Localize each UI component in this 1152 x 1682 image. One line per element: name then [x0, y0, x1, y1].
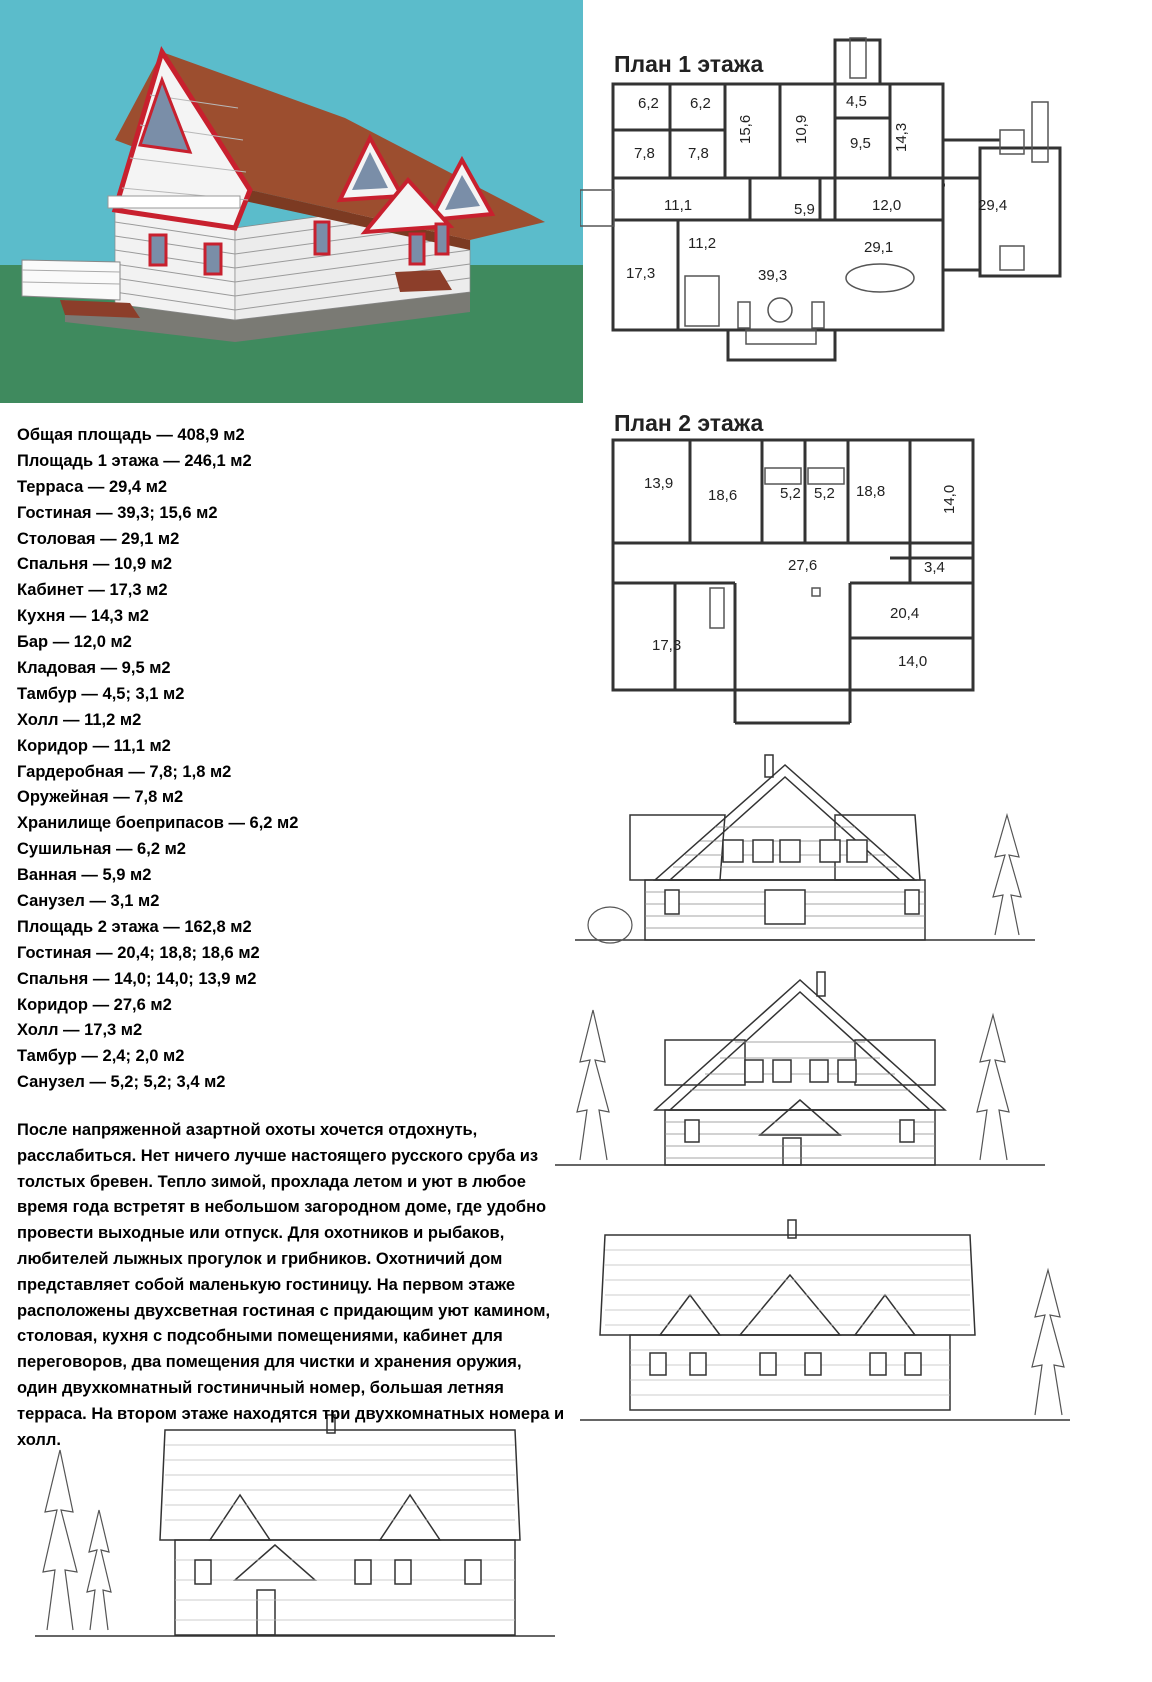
spec-item: Холл — 11,2 м2 [17, 710, 142, 729]
svg-text:13,9: 13,9 [644, 475, 674, 492]
svg-text:11,1: 11,1 [664, 197, 693, 214]
plan1-room-labels [626, 93, 1007, 284]
svg-text:6,2: 6,2 [638, 95, 659, 112]
svg-text:11,2: 11,2 [688, 235, 717, 252]
svg-text:5,9: 5,9 [794, 201, 815, 218]
description-paragraph [17, 1118, 627, 1453]
spec-item: Терраса — 29,4 м2 [17, 477, 168, 496]
svg-text:14,0: 14,0 [941, 484, 958, 514]
floor-plan-2 [580, 438, 1000, 738]
svg-text:3,4: 3,4 [924, 559, 945, 576]
spec-item: Спальня — 14,0; 14,0; 13,9 м2 [17, 969, 257, 988]
svg-text:9,5: 9,5 [850, 135, 871, 152]
spec-item: Столовая — 29,1 м2 [17, 529, 180, 548]
svg-text:4,5: 4,5 [846, 93, 867, 110]
description-line: один двухкомнатный гостиничный номер, большая летняя [17, 1378, 504, 1397]
spec-item: Ванная — 5,9 м2 [17, 866, 152, 885]
description-line: время года встретят в небольшом загородном доме, где удобно [17, 1198, 547, 1217]
svg-text:27,6: 27,6 [788, 557, 818, 574]
svg-text:6,2: 6,2 [690, 95, 711, 112]
spec-item: Тамбур — 4,5; 3,1 м2 [17, 684, 185, 703]
spec-item: Хранилище боеприпасов — 6,2 м2 [17, 814, 299, 833]
description-line: После напряженной азартной охоты хочется отдохнуть, [17, 1121, 478, 1139]
svg-text:17,3: 17,3 [652, 637, 682, 654]
spec-item: Коридор — 11,1 м2 [17, 736, 171, 755]
facade-elevation-3 [580, 1215, 1070, 1425]
spec-item: Сушильная — 6,2 м2 [17, 840, 186, 859]
spec-item: Гостиная — 39,3; 15,6 м2 [17, 503, 218, 522]
spec-item: Тамбур — 2,4; 2,0 м2 [17, 1047, 185, 1066]
description-line: расположены двухсветная гостиная с придающим уют камином, [17, 1301, 551, 1320]
spec-item: Общая площадь — 408,9 м2 [17, 426, 245, 444]
balcony [108, 196, 240, 208]
description-line: провести выходные или отпуск. Для охотников и рыбаков, [17, 1224, 505, 1243]
spec-item: Кабинет — 17,3 м2 [17, 581, 168, 600]
spec-item: Оружейная — 7,8 м2 [17, 788, 184, 807]
svg-text:18,6: 18,6 [708, 487, 738, 504]
spec-item: Кухня — 14,3 м2 [17, 607, 149, 626]
svg-text:20,4: 20,4 [890, 605, 920, 622]
plan2-title: План 2 этажа [614, 410, 764, 436]
facade-elevation-1 [575, 745, 1045, 945]
svg-text:29,4: 29,4 [978, 197, 1008, 214]
spec-item: Холл — 17,3 м2 [17, 1021, 143, 1040]
house-render-image [0, 0, 583, 403]
svg-text:39,3: 39,3 [758, 267, 788, 284]
description-line: толстых бревен. Тепло зимой, прохлада летом и уют в любое [17, 1172, 526, 1191]
svg-text:7,8: 7,8 [634, 145, 655, 162]
svg-text:14,0: 14,0 [898, 653, 928, 670]
spec-item: Гостиная — 20,4; 18,8; 18,6 м2 [17, 943, 260, 962]
svg-text:5,2: 5,2 [780, 485, 801, 502]
spec-item: Санузел — 5,2; 5,2; 3,4 м2 [17, 1073, 226, 1092]
plan1-title: План 1 этажа [614, 51, 764, 77]
description-line: холл. [17, 1430, 61, 1449]
svg-text:17,3: 17,3 [626, 265, 656, 282]
description-line: терраса. На втором этаже находятся три двухкомнатных номера и [17, 1404, 565, 1423]
description-line: переговоров, два помещения для чистки и хранения оружия, [17, 1353, 522, 1372]
facade-elevation-2 [555, 960, 1045, 1170]
spec-item: Кладовая — 9,5 м2 [17, 659, 171, 678]
terrace [22, 260, 120, 300]
area-spec-list [17, 423, 577, 1096]
svg-text:12,0: 12,0 [872, 197, 902, 214]
floor-plan-1 [580, 30, 1152, 370]
spec-item: Спальня — 10,9 м2 [17, 555, 173, 574]
spec-item: Площадь 1 этажа — 246,1 м2 [17, 451, 252, 470]
spec-item: Коридор — 27,6 м2 [17, 995, 172, 1014]
description-line: любителей лыжных прогулок и грибников. Охотничий дом [17, 1249, 503, 1268]
spec-item: Площадь 2 этажа — 162,8 м2 [17, 917, 252, 936]
description-line: расслабиться. Нет ничего лучше настоящего русского сруба из [17, 1146, 539, 1165]
svg-text:10,9: 10,9 [793, 114, 810, 144]
svg-text:7,8: 7,8 [688, 145, 709, 162]
svg-text:18,8: 18,8 [856, 483, 886, 500]
spec-item: Бар — 12,0 м2 [17, 633, 132, 652]
svg-text:14,3: 14,3 [893, 122, 910, 152]
description-line: представляет собой маленькую гостиницу. На первом этаже [17, 1275, 515, 1294]
svg-text:5,2: 5,2 [814, 485, 835, 502]
spec-item: Санузел — 3,1 м2 [17, 892, 160, 911]
svg-text:15,6: 15,6 [737, 114, 754, 144]
svg-text:29,1: 29,1 [864, 239, 894, 256]
spec-item: Гардеробная — 7,8; 1,8 м2 [17, 762, 232, 781]
description-line: столовая, кухня с подсобными помещениями, кабинет для [17, 1327, 503, 1346]
